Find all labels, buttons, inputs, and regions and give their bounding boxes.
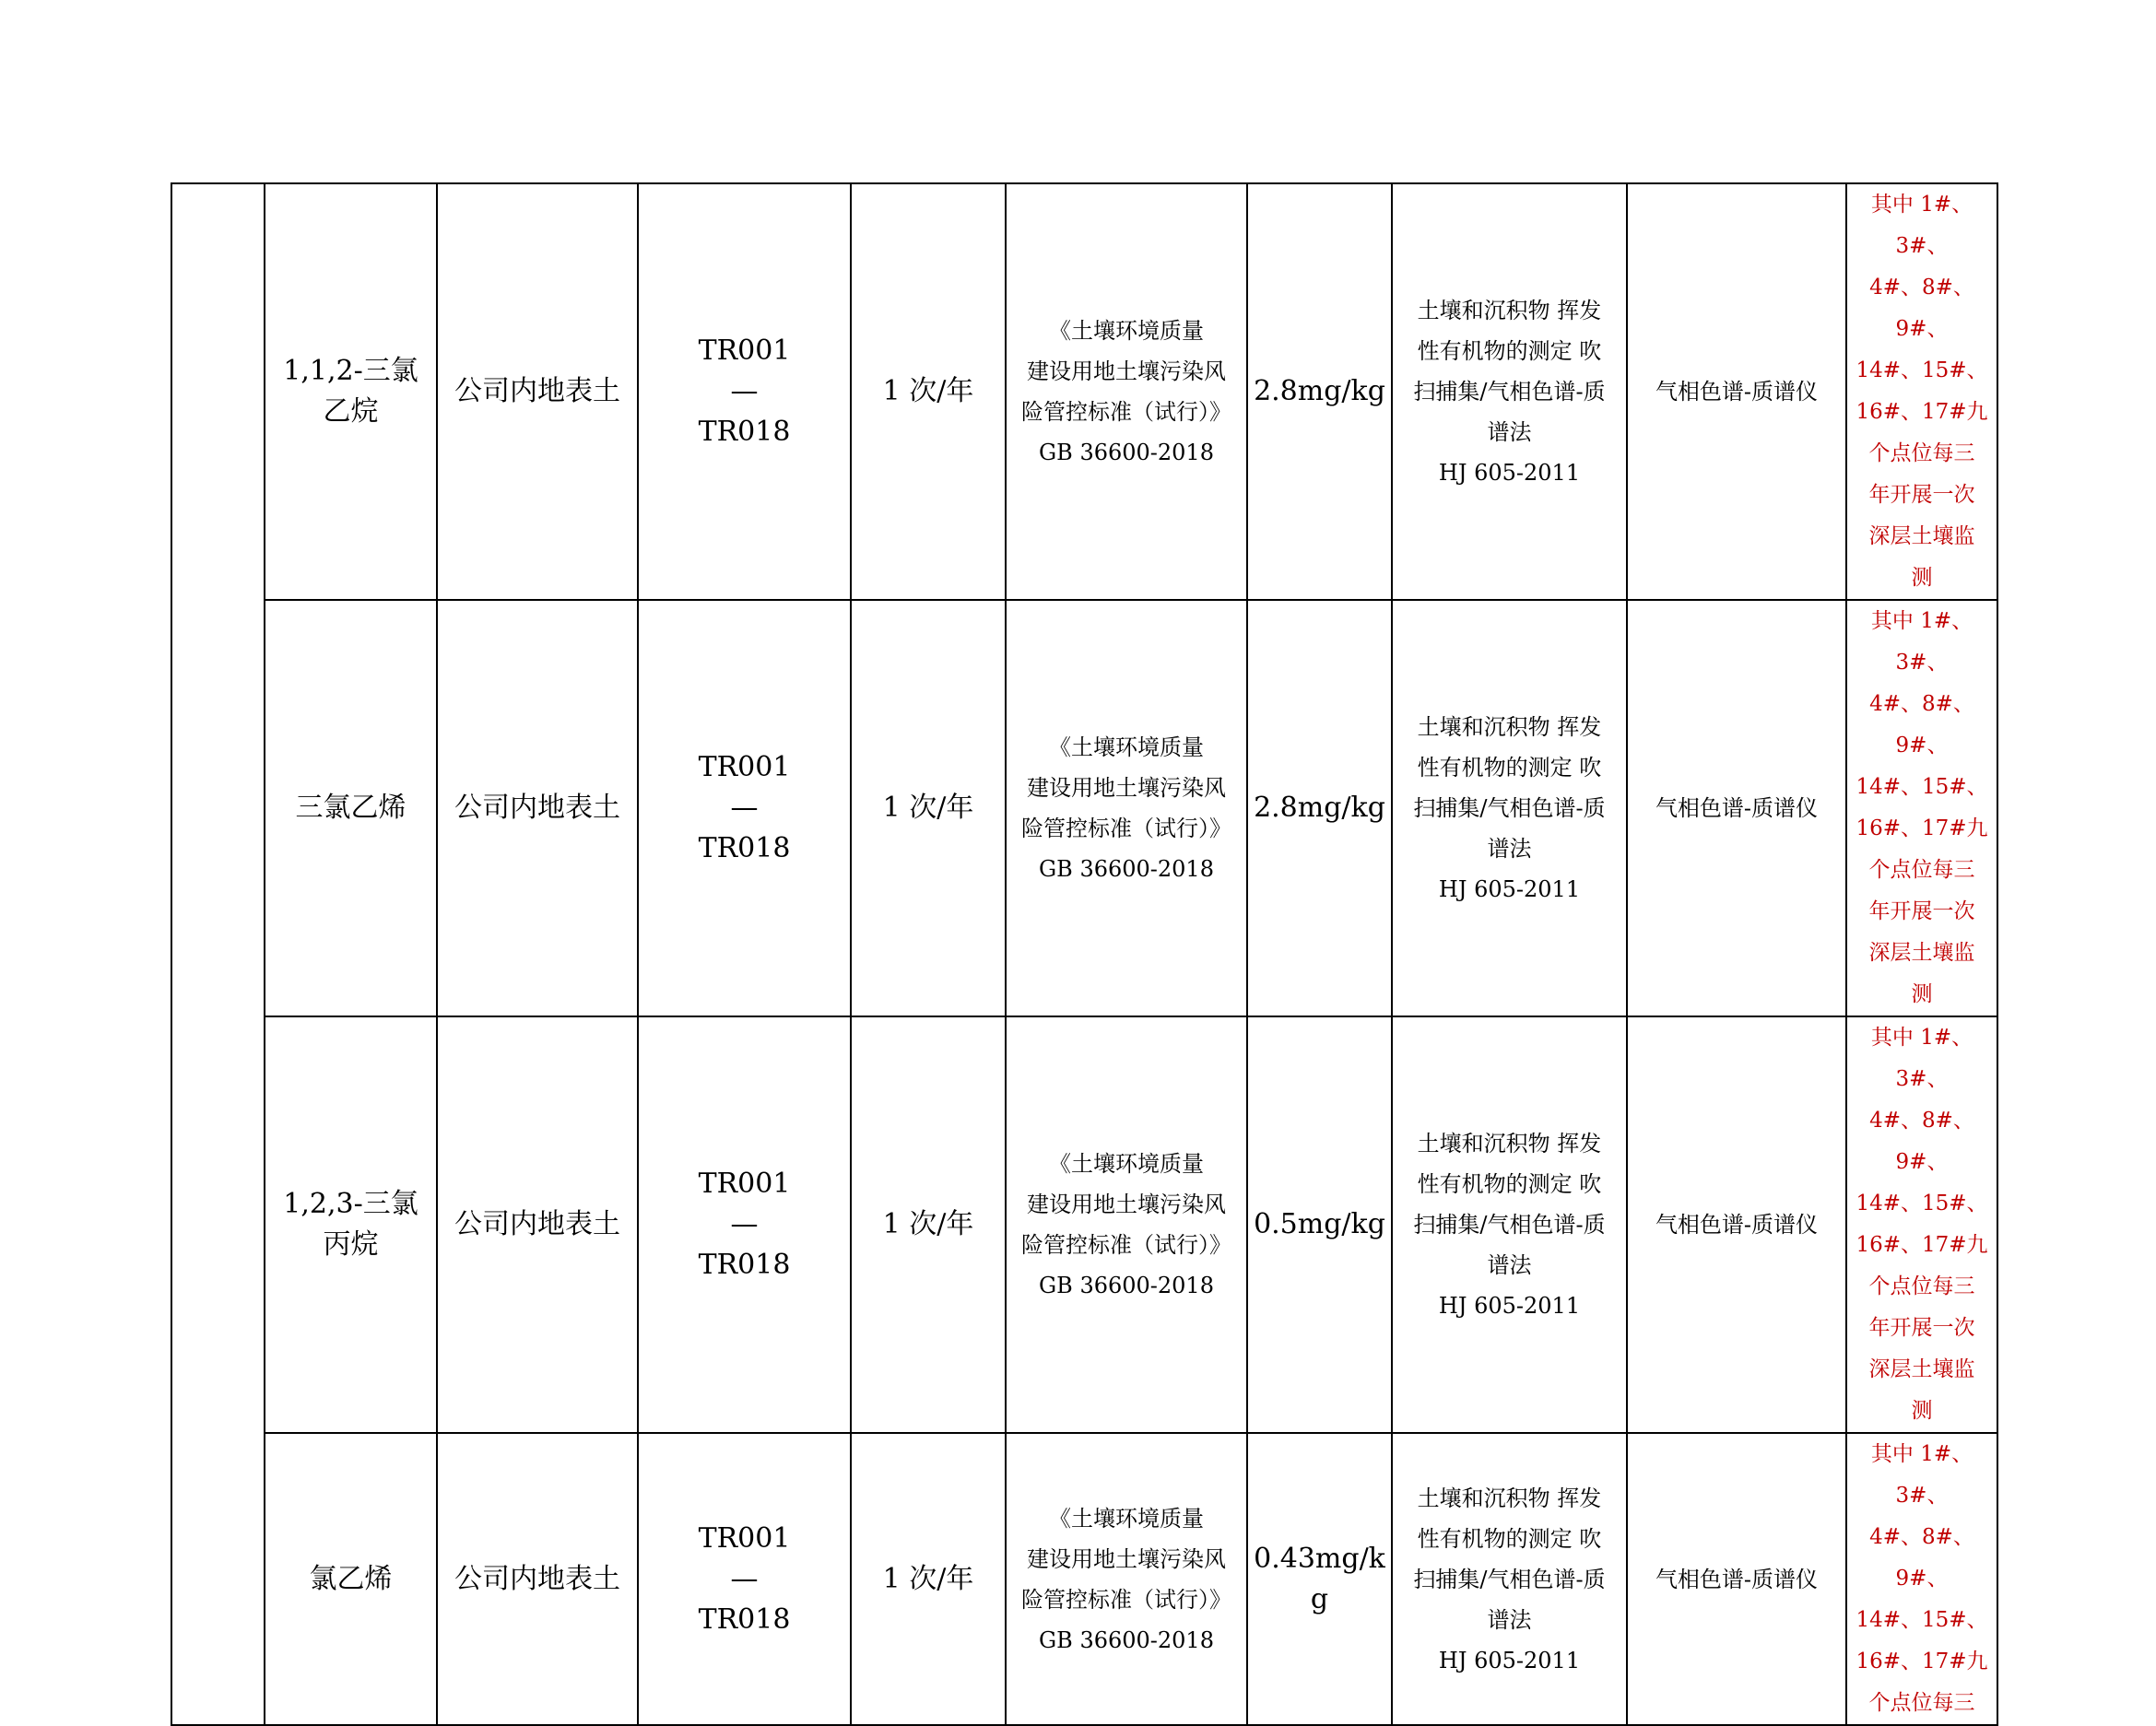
frequency-cell: 1 次/年	[851, 600, 1006, 1016]
limit-cell: 2.8mg/kg	[1247, 183, 1392, 600]
frequency-cell: 1 次/年	[851, 1433, 1006, 1725]
method-cell: 土壤和沉积物 挥发 性有机物的测定 吹 扫捕集/气相色谱-质 谱法 HJ 605-2011	[1392, 1433, 1627, 1725]
remark-cell: 其中 1#、3#、 4#、8#、9#、 14#、15#、 16#、17#九 个点位每三	[1846, 1433, 1997, 1725]
point-cell: TR001 — TR018	[638, 600, 851, 1016]
method-cell: 土壤和沉积物 挥发 性有机物的测定 吹 扫捕集/气相色谱-质 谱法 HJ 605-2011	[1392, 183, 1627, 600]
remark-cell: 其中 1#、3#、 4#、8#、9#、 14#、15#、 16#、17#九 个点位每三 年开展一次 深层土壤监 测	[1846, 1016, 1997, 1433]
method-cell: 土壤和沉积物 挥发 性有机物的测定 吹 扫捕集/气相色谱-质 谱法 HJ 605-2011	[1392, 1016, 1627, 1433]
location-cell: 公司内地表土	[437, 1433, 638, 1725]
limit-cell: 2.8mg/kg	[1247, 600, 1392, 1016]
standard-cell: 《土壤环境质量 建设用地土壤污染风 险管控标准（试行）》 GB 36600-2018	[1006, 1016, 1247, 1433]
frequency-cell: 1 次/年	[851, 183, 1006, 600]
item-cell: 三氯乙烯	[265, 600, 437, 1016]
location-cell: 公司内地表土	[437, 183, 638, 600]
point-cell: TR001 — TR018	[638, 183, 851, 600]
point-cell: TR001 — TR018	[638, 1016, 851, 1433]
instrument-cell: 气相色谱-质谱仪	[1627, 183, 1846, 600]
item-cell: 1,2,3-三氯丙烷	[265, 1016, 437, 1433]
monitoring-table	[171, 182, 1998, 1726]
item-cell: 氯乙烯	[265, 1433, 437, 1725]
remark-cell: 其中 1#、3#、 4#、8#、9#、 14#、15#、 16#、17#九 个点位每三 年开展一次 深层土壤监 测	[1846, 600, 1997, 1016]
remark-cell: 其中 1#、3#、 4#、8#、9#、 14#、15#、 16#、17#九 个点位每三 年开展一次 深层土壤监 测	[1846, 183, 1997, 600]
frequency-cell: 1 次/年	[851, 1016, 1006, 1433]
table-row	[171, 600, 1997, 1016]
location-cell: 公司内地表土	[437, 600, 638, 1016]
instrument-cell: 气相色谱-质谱仪	[1627, 600, 1846, 1016]
item-cell: 1,1,2-三氯乙烷	[265, 183, 437, 600]
limit-cell: 0.43mg/kg	[1247, 1433, 1392, 1725]
instrument-cell: 气相色谱-质谱仪	[1627, 1433, 1846, 1725]
standard-cell: 《土壤环境质量 建设用地土壤污染风 险管控标准（试行）》 GB 36600-2018	[1006, 1433, 1247, 1725]
instrument-cell: 气相色谱-质谱仪	[1627, 1016, 1846, 1433]
table-row	[171, 1016, 1997, 1433]
category-cell	[171, 183, 265, 1725]
limit-cell: 0.5mg/kg	[1247, 1016, 1392, 1433]
standard-cell: 《土壤环境质量 建设用地土壤污染风 险管控标准（试行）》 GB 36600-2018	[1006, 183, 1247, 600]
point-cell: TR001 — TR018	[638, 1433, 851, 1725]
standard-cell: 《土壤环境质量 建设用地土壤污染风 险管控标准（试行）》 GB 36600-2018	[1006, 600, 1247, 1016]
method-cell: 土壤和沉积物 挥发 性有机物的测定 吹 扫捕集/气相色谱-质 谱法 HJ 605-2011	[1392, 600, 1627, 1016]
location-cell: 公司内地表土	[437, 1016, 638, 1433]
table-row	[171, 1433, 1997, 1725]
table-row	[171, 183, 1997, 600]
